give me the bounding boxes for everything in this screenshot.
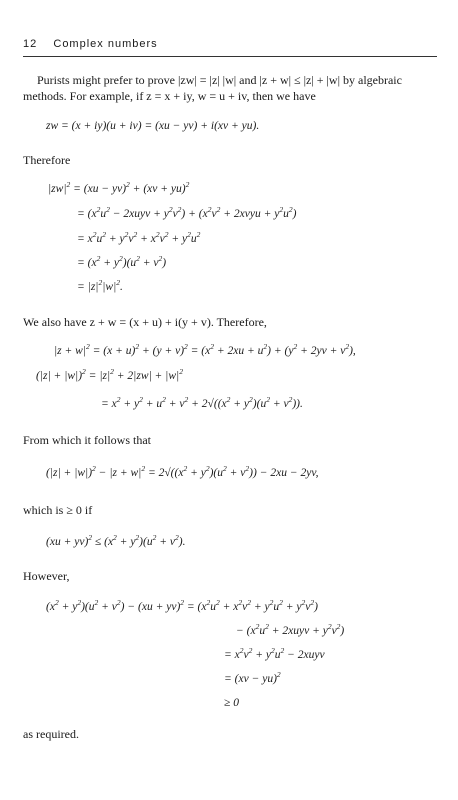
equation-difference: $(|z| + |w|)^2 - |z + w|^2 = 2√((x^2 + y^2)(u^2 + v^2)) - 2xu - 2yv$, [46, 464, 319, 479]
equation-sum-1: $|z + w|^2 = (x + u)^2 + (y + v)^2 = (x^2 + 2xu + u^2) + (y^2 + 2yv + v^2)$, [54, 342, 356, 357]
therefore-label: Therefore [23, 153, 71, 167]
however-label: However, [23, 569, 70, 583]
intro-line-1: Purists might prefer to prove |zw| = |z| |w| and |z + w| ≤ |z| + |w| by algebraic [37, 73, 402, 87]
equation-however-2: − ($x^2u^2$ + 2xuyv + $y^2v^2$) [236, 622, 345, 637]
equation-modulus-2: = ($x^2u^2$ − 2xuyv + $y^2v^2) + (x^2v^2$ + 2xvyu + $y^2u^2$) [77, 205, 297, 220]
chapter-title: Complex numbers [53, 38, 158, 50]
required-line: as required. [23, 727, 79, 741]
equation-modulus-5: = $|z|^2|w|^2$. [77, 278, 123, 293]
equation-modulus-3: = $x^2u^2 + y^2v^2 + x^2v^2 + y^2u^2$ [77, 230, 201, 245]
equation-however-3: = $x^2v^2 + y^2u^2$ − 2xuyv [224, 646, 325, 661]
page-number: 12 [23, 38, 38, 50]
follows-line: From which it follows that [23, 433, 151, 447]
running-header [23, 38, 435, 50]
equation-zw: zw = (x + iy)(u + iv) = (xu − yv) + i(xv + yu). [46, 120, 260, 132]
equation-sum-3: = $x^2 + y^2 + u^2 + v^2 + 2√((x^2 + y^2)(u^2 + v^2))$. [101, 395, 303, 410]
which-line: which is ≥ 0 if [23, 503, 93, 517]
also-line: We also have z + w = (x + u) + i(y + v). Therefore, [23, 315, 267, 329]
header-rule [23, 56, 437, 57]
equation-however-1: $(x^2 + y^2)(u^2 + v^2) - (xu + yv)^2 = (x^2u^2 + x^2v^2 + y^2u^2 + y^2v^2)$ [46, 598, 318, 613]
equation-however-5: ≥ 0 [224, 697, 239, 709]
equation-sum-2: $(|z| + |w|)^2 = |z|^2 + 2|zw| + |w|^2$ [36, 367, 183, 382]
equation-modulus-1: $|zw|^2 = (xu - yv)^2 + (xv + yu)^2$ [48, 180, 190, 195]
equation-condition: $(xu + yv)^2 \le (x^2 + y^2)(u^2 + v^2)$. [46, 533, 186, 548]
equation-modulus-4: = $(x^2 + y^2)(u^2 + v^2)$ [77, 254, 167, 269]
intro-line-2: methods. For example, if z = x + iy, w = u + iv, then we have [23, 89, 316, 103]
equation-however-4: = (xv − yu)$^2$ [224, 670, 281, 685]
